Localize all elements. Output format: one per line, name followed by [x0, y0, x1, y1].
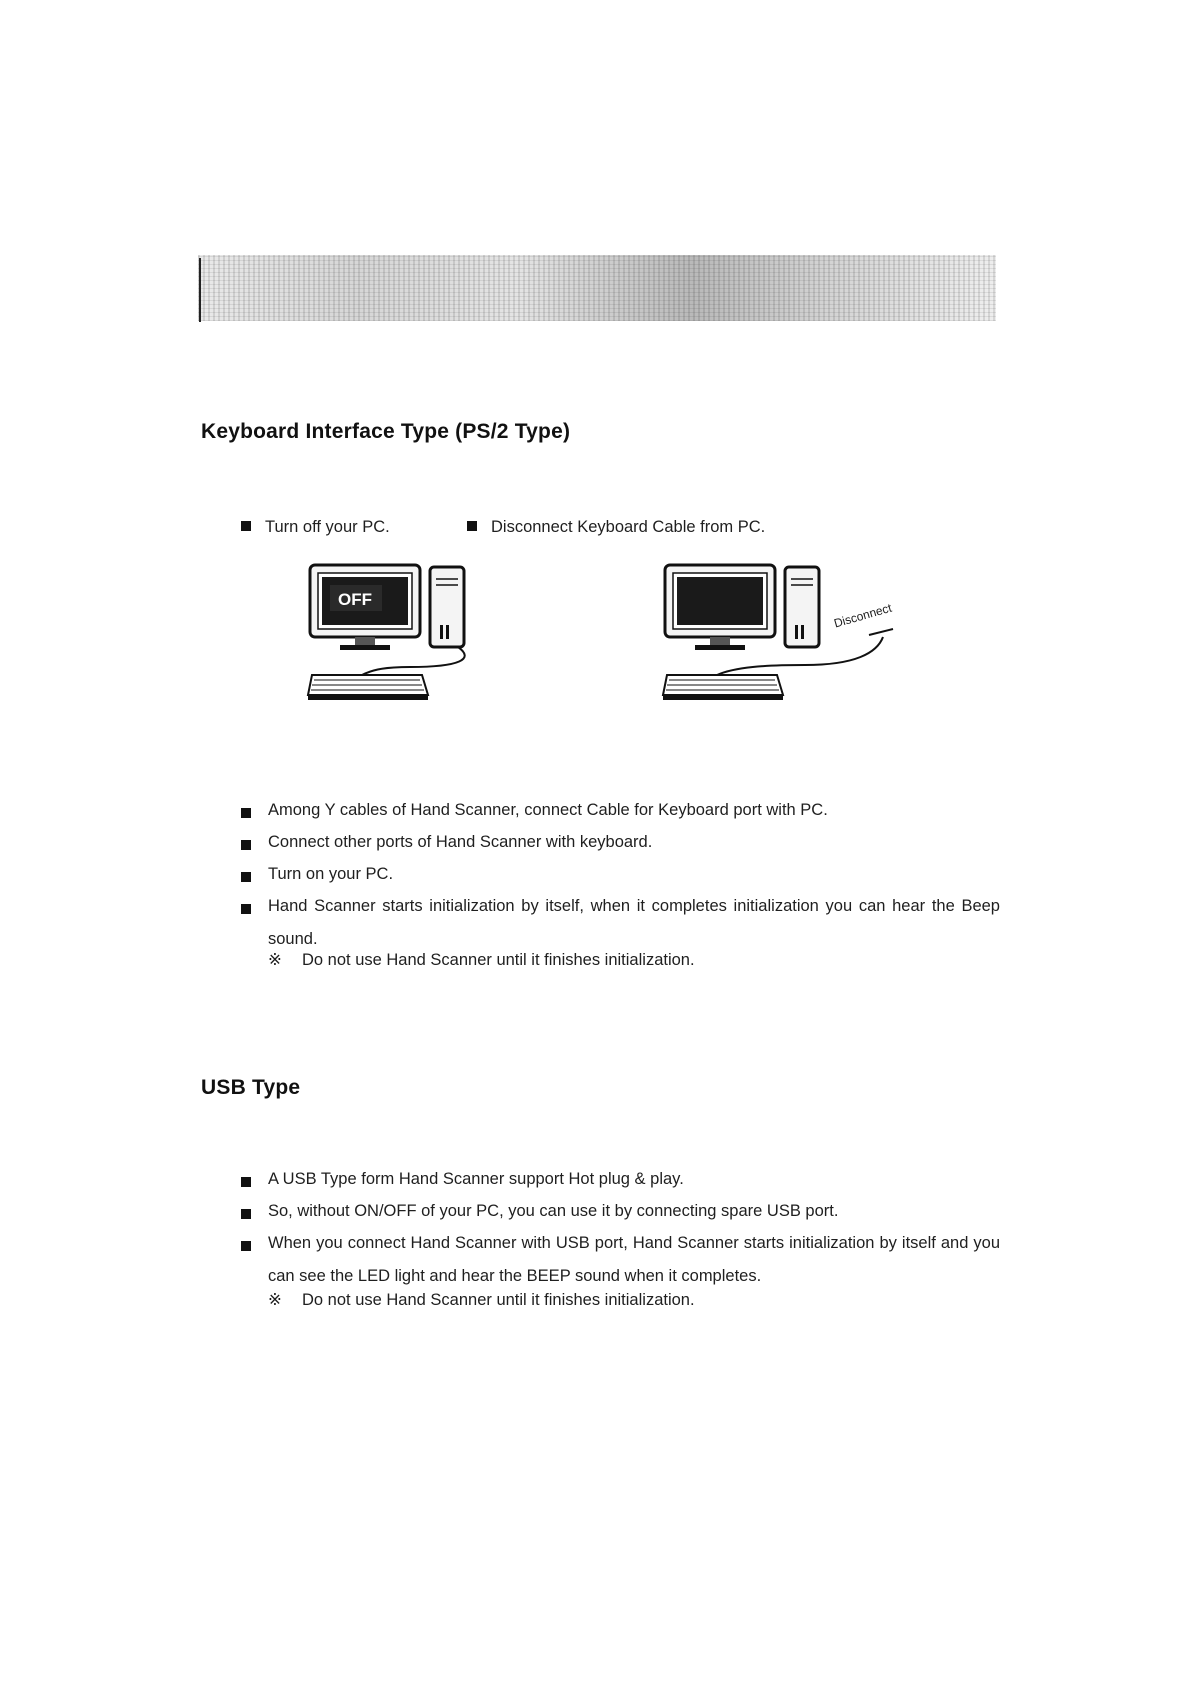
- pc-off-illustration: [300, 555, 500, 705]
- step-turn-off: [241, 517, 390, 537]
- bullet-square-icon: [241, 872, 251, 882]
- keyboard-note: [268, 950, 695, 970]
- bullet-square-icon: [467, 521, 477, 531]
- bullet-square-icon: [241, 808, 251, 818]
- reference-mark-icon: ※: [268, 1291, 282, 1309]
- bullet-square-icon: [241, 521, 251, 531]
- bullet-square-icon: [241, 1177, 251, 1187]
- usb-note: [268, 1290, 695, 1310]
- usb-step-3: When you connect Hand Scanner with USB port, Hand Scanner starts initialization by itself and you can see the LED light and hear the BEEP sound when it completes.: [268, 1234, 1000, 1285]
- keyboard-step-4: Hand Scanner starts initialization by itself, when it completes initialization you can hear the Beep sound.: [268, 897, 1000, 948]
- pc-disconnect-illustration: [655, 555, 935, 705]
- keyboard-section-title: Keyboard Interface Type (PS/2 Type): [201, 420, 571, 443]
- bullet-square-icon: [241, 1241, 251, 1251]
- bullet-square-icon: [241, 1209, 251, 1219]
- monitor-off-label: OFF: [338, 590, 372, 609]
- keyboard-step-1: Among Y cables of Hand Scanner, connect Cable for Keyboard port with PC.: [268, 801, 828, 819]
- step-turn-off-text: Turn off your PC.: [265, 518, 390, 536]
- banner-edge: [199, 258, 201, 322]
- usb-step-2: So, without ON/OFF of your PC, you can use it by connecting spare USB port.: [268, 1202, 839, 1220]
- usb-note-text: Do not use Hand Scanner until it finishes initialization.: [302, 1291, 695, 1309]
- header-banner: [198, 255, 996, 321]
- usb-step-1: A USB Type form Hand Scanner support Hot plug & play.: [268, 1170, 684, 1188]
- bullet-square-icon: [241, 840, 251, 850]
- step-disconnect-text: Disconnect Keyboard Cable from PC.: [491, 518, 766, 536]
- disconnect-label: Disconnect: [832, 600, 894, 631]
- keyboard-step-2: Connect other ports of Hand Scanner with keyboard.: [268, 833, 653, 851]
- usb-section-title: USB Type: [201, 1076, 301, 1099]
- keyboard-step-3: Turn on your PC.: [268, 865, 394, 883]
- keyboard-note-text: Do not use Hand Scanner until it finishes initialization.: [302, 951, 695, 969]
- monitor-screen: [677, 577, 763, 625]
- step-disconnect: [467, 517, 765, 537]
- reference-mark-icon: ※: [268, 951, 282, 969]
- bullet-square-icon: [241, 904, 251, 914]
